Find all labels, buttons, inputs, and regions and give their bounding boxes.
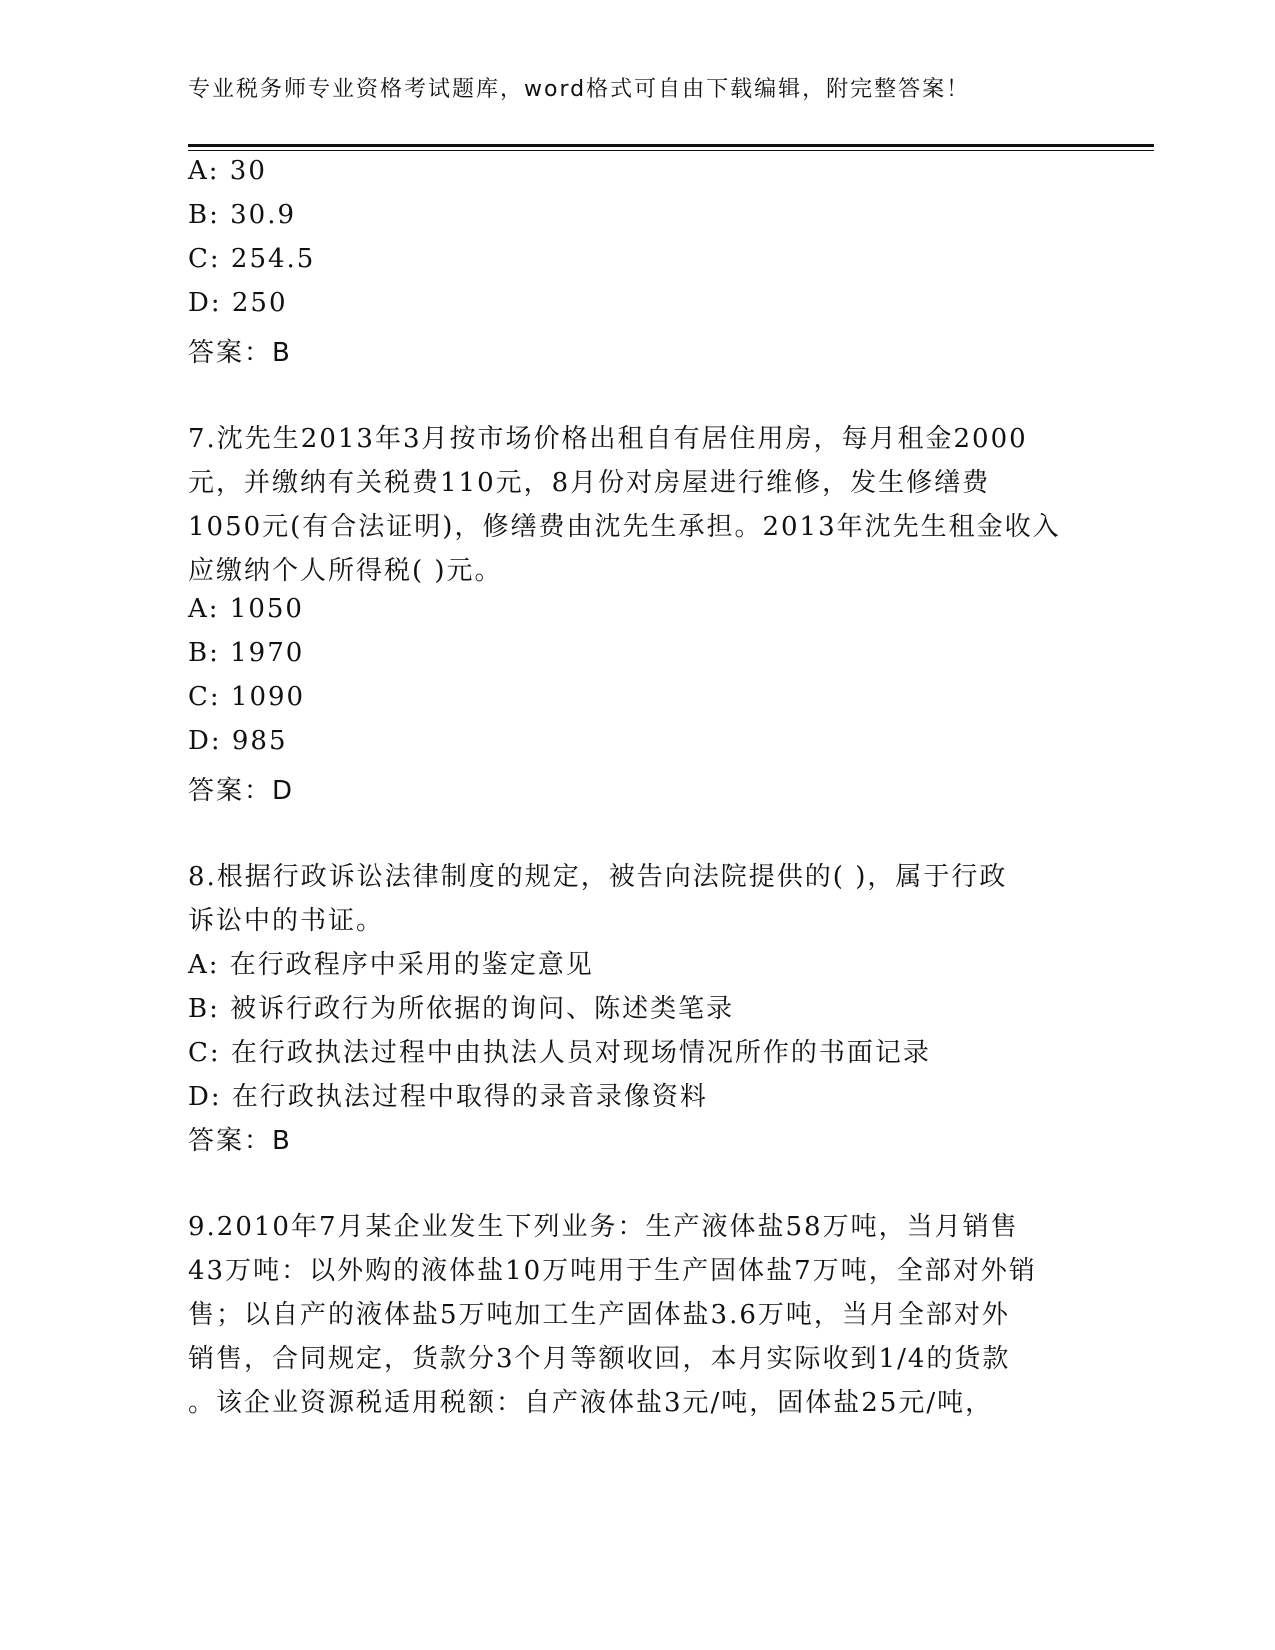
q7-text-line-2: 元，并缴纳有关税费110元，8月份对房屋进行维修，发生修缮费 — [188, 468, 991, 498]
q8-answer: 答案：B — [188, 1126, 292, 1156]
page-header: 专业税务师专业资格考试题库，word格式可自由下载编辑，附完整答案！ — [188, 77, 971, 102]
q6-option-d: D: 250 — [188, 288, 288, 318]
q6-option-c: C: 254.5 — [188, 244, 316, 274]
q8-text-line-1: 8.根据行政诉讼法律制度的规定，被告向法院提供的( )，属于行政 — [188, 862, 1008, 892]
q9-text-line-1: 9.2010年7月某企业发生下列业务：生产液体盐58万吨，当月销售 — [188, 1212, 1019, 1242]
q7-text-line-4: 应缴纳个人所得税( )元。 — [188, 556, 503, 586]
q9-text-line-4: 销售，合同规定，货款分3个月等额收回，本月实际收到1/4的货款 — [188, 1344, 1011, 1374]
header-rule-thick — [188, 144, 1154, 147]
q9-text-line-3: 售；以自产的液体盐5万吨加工生产固体盐3.6万吨，当月全部对外 — [188, 1300, 1010, 1330]
q7-option-a: A: 1050 — [188, 594, 304, 624]
q6-option-a: A: 30 — [188, 156, 267, 186]
q9-text-line-2: 43万吨：以外购的液体盐10万吨用于生产固体盐7万吨，全部对外销 — [188, 1256, 1037, 1286]
q8-option-a: A: 在行政程序中采用的鉴定意见 — [188, 950, 594, 980]
q7-option-b: B: 1970 — [188, 638, 305, 668]
q7-text-line-1: 7.沈先生2013年3月按市场价格出租自有居住用房，每月租金2000 — [188, 424, 1028, 454]
q6-answer: 答案：B — [188, 338, 292, 368]
q8-text-line-2: 诉讼中的书证。 — [188, 906, 385, 936]
q8-option-d: D: 在行政执法过程中取得的录音录像资料 — [188, 1082, 708, 1112]
q7-answer: 答案：D — [188, 776, 295, 806]
q8-option-b: B: 被诉行政行为所依据的询问、陈述类笔录 — [188, 994, 735, 1024]
q8-option-c: C: 在行政执法过程中由执法人员对现场情况所作的书面记录 — [188, 1038, 931, 1068]
q7-option-c: C: 1090 — [188, 682, 306, 712]
q6-option-b: B: 30.9 — [188, 200, 297, 230]
q7-option-d: D: 985 — [188, 726, 288, 756]
q7-text-line-3: 1050元(有合法证明)，修缮费由沈先生承担。2013年沈先生租金收入 — [188, 512, 1061, 542]
header-rule-thin — [188, 150, 1154, 151]
q9-text-line-5: 。该企业资源税适用税额：自产液体盐3元/吨，固体盐25元/吨， — [188, 1388, 994, 1418]
